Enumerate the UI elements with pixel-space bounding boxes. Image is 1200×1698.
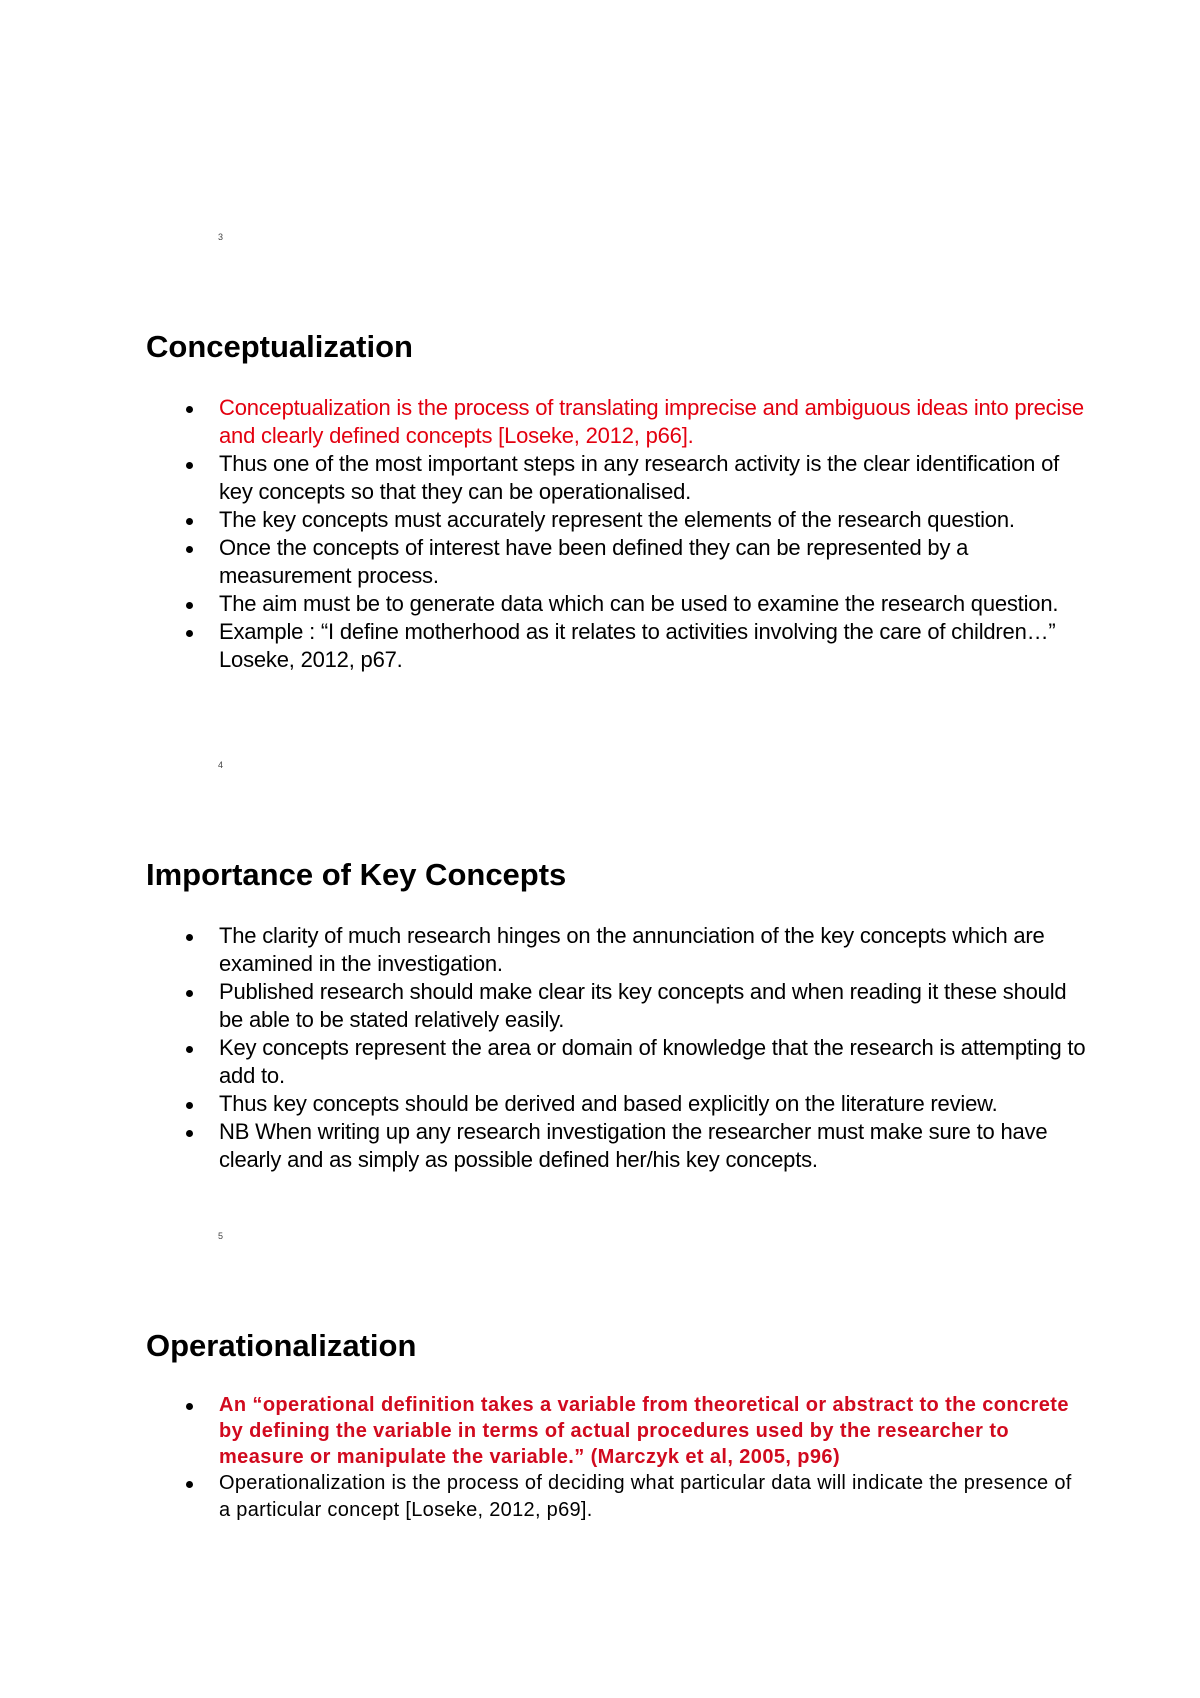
conceptualization-list (146, 394, 1086, 674)
slide-number: 5 (218, 1231, 224, 1241)
slide-number: 3 (218, 232, 224, 242)
bullet-icon (186, 406, 193, 413)
list-item: The key concepts must accurately represent the elements of the research question. (146, 506, 1086, 534)
list-item: Thus one of the most important steps in any research activity is the clear identification of key concepts so that they can be operationalised. (146, 450, 1086, 506)
bullet-icon (186, 462, 193, 469)
list-item: Example : “I define motherhood as it relates to activities involving the care of children…” Loseke, 2012, p67. (146, 618, 1086, 674)
list-item: The clarity of much research hinges on the annunciation of the key concepts which are examined in the investigation. (146, 922, 1086, 978)
bullet-icon (186, 630, 193, 637)
bullet-icon (186, 1481, 193, 1488)
list-item: Once the concepts of interest have been defined they can be represented by a measurement process. (146, 534, 1086, 590)
section-heading-importance-of-key-concepts: Importance of Key Concepts (146, 857, 567, 892)
importance-list (146, 922, 1086, 1174)
list-item: Thus key concepts should be derived and based explicitly on the literature review. (146, 1090, 1086, 1118)
bullet-icon (186, 1102, 193, 1109)
list-item: Operationalization is the process of deciding what particular data will indicate the presence of a particular concept [Loseke, 2012, p69]. (146, 1470, 1086, 1524)
list-item: Key concepts represent the area or domain of knowledge that the research is attempting to add to. (146, 1034, 1086, 1090)
list-item: Conceptualization is the process of translating imprecise and ambiguous ideas into precise and clearly defined concepts [Loseke, 2012, p66]. (146, 394, 1086, 450)
bullet-icon (186, 1046, 193, 1053)
bullet-icon (186, 990, 193, 997)
bullet-icon (186, 1403, 193, 1410)
list-item: The aim must be to generate data which can be used to examine the research question. (146, 590, 1086, 618)
slide-number: 4 (218, 760, 224, 770)
section-heading-operationalization: Operationalization (146, 1328, 417, 1363)
bullet-icon (186, 1130, 193, 1137)
list-item: NB When writing up any research investigation the researcher must make sure to have clearly and as simply as possible defined her/his key concepts. (146, 1118, 1086, 1174)
list-item: An “operational definition takes a variable from theoretical or abstract to the concrete by defining the variable in terms of actual procedures used by the researcher to measure or manipulate the variable.” (Marczyk et al, 2005, p96) (146, 1392, 1086, 1470)
bullet-icon (186, 546, 193, 553)
bullet-icon (186, 934, 193, 941)
operationalization-list (146, 1392, 1086, 1524)
section-heading-conceptualization: Conceptualization (146, 329, 413, 364)
list-item: Published research should make clear its key concepts and when reading it these should be able to be stated relatively easily. (146, 978, 1086, 1034)
bullet-icon (186, 518, 193, 525)
bullet-icon (186, 602, 193, 609)
